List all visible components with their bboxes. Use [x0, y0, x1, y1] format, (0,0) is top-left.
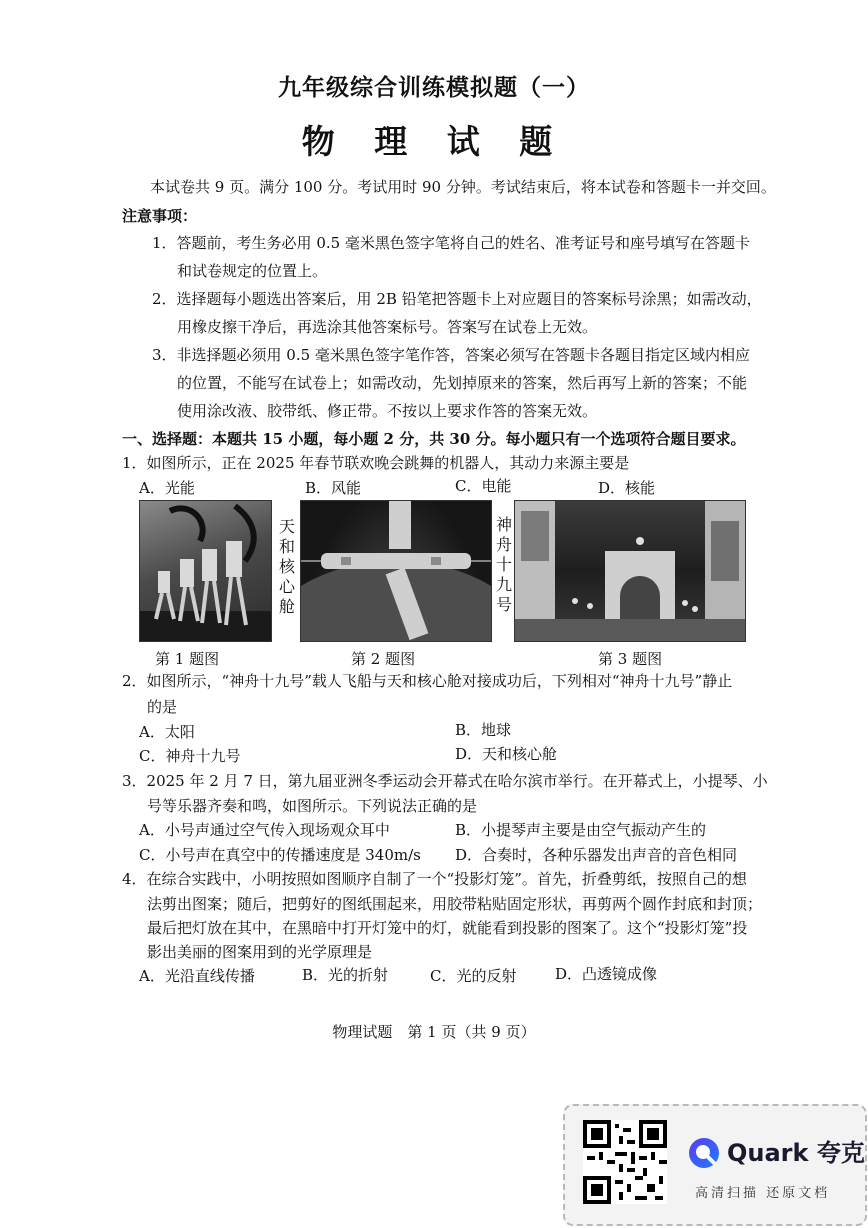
q2-stem-line1: 2．如图所示，“神舟十九号”载人飞船与天和核心舱对接成功后，下列相对“神舟十九号”静止	[122, 672, 733, 690]
figure-1-drawing	[140, 501, 271, 641]
q4-option-a: A．光沿直线传播	[139, 967, 255, 985]
q1-stem: 1．如图所示，正在 2025 年春节联欢晚会跳舞的机器人，其动力来源主要是	[122, 454, 630, 472]
notice-item-2-line2: 用橡皮擦干净后，再选涂其他答案标号。答案写在试卷上无效。	[177, 318, 598, 336]
q4-option-c: C．光的反射	[430, 967, 517, 985]
q4-stem-line2: 法剪出图案；随后，把剪好的图纸围起来，用胶带粘贴固定形状，再剪两个圆作封底和封顶；	[147, 895, 763, 913]
figure-3-opening-ceremony	[514, 500, 746, 642]
q4-option-b: B．光的折射	[302, 966, 389, 984]
subject-title: 物 理 试 题	[301, 122, 567, 161]
figure-2-label-shenzhou: 神舟十九号	[495, 515, 512, 614]
figure-3-drawing	[515, 501, 745, 641]
notice-heading: 注意事项：	[122, 207, 198, 225]
q2-option-c: C．神舟十九号	[139, 747, 241, 765]
q1-option-c: C．电能	[455, 477, 512, 495]
q2-option-d: D．天和核心舱	[455, 745, 558, 763]
notice-item-3-line2: 的位置，不能写在试卷上；如需改动，先划掉原来的答案，然后再写上新的答案；不能	[177, 374, 748, 392]
section1-heading: 一、选择题：本题共 15 小题，每小题 2 分，共 30 分。每小题只有一个选项符合题目要求。	[122, 430, 746, 448]
quark-logo-drawing	[687, 1136, 721, 1170]
q3-stem-line2: 号等乐器齐奏和鸣，如图所示。下列说法正确的是	[147, 797, 478, 815]
figure-3-caption: 第 3 题图	[598, 650, 663, 668]
q3-stem-line1: 3．2025 年 2 月 7 日，第九届亚洲冬季运动会开幕式在哈尔滨市举行。在开幕式上，小提琴、小	[122, 772, 768, 790]
q3-option-c: C．小号声在真空中的传播速度是 340m/s	[139, 846, 421, 864]
exam-title: 九年级综合训练模拟题（一）	[278, 74, 590, 101]
q4-stem-line4: 影出美丽的图案用到的光学原理是	[147, 943, 373, 961]
q4-stem-line1: 4．在综合实践中，小明按照如图顺序自制了一个“投影灯笼”。首先，折叠剪纸，按照自己的想	[122, 870, 747, 888]
notice-item-1-line2: 和试卷规定的位置上。	[177, 262, 328, 280]
q2-option-b: B．地球	[455, 721, 512, 739]
figure-2-caption: 第 2 题图	[351, 650, 416, 668]
q3-option-a: A．小号声通过空气传入现场观众耳中	[139, 821, 390, 839]
quark-scan-watermark[interactable]	[563, 1104, 867, 1226]
q3-option-d: D．合奏时，各种乐器发出声音的音色相同	[455, 846, 738, 864]
qr-code-drawing	[583, 1120, 667, 1204]
q2-option-a: A．太阳	[139, 723, 195, 741]
quark-slogan: 高清扫描 还原文档	[695, 1186, 831, 1201]
q1-option-a: A．光能	[139, 479, 195, 497]
q2-stem-line2: 的是	[147, 698, 178, 716]
intro-text: 本试卷共 9 页。满分 100 分。考试用时 90 分钟。考试结束后，将本试卷和答题卡一并交回。	[150, 178, 776, 196]
q3-option-b: B．小提琴声主要是由空气振动产生的	[455, 821, 707, 839]
notice-item-3-line1: 3．非选择题必须用 0.5 毫米黑色签字笔作答，答案必须写在答题卡各题目指定区域内相应	[152, 346, 750, 364]
figure-2-label-tianhe: 天和核心舱	[278, 517, 295, 616]
figure-2-drawing	[301, 501, 491, 641]
qr-code-icon[interactable]	[583, 1120, 667, 1204]
figure-1-dancing-robots	[139, 500, 272, 642]
notice-item-3-line3: 使用涂改液、胶带纸、修正带。不按以上要求作答的答案无效。	[177, 402, 598, 420]
q4-option-d: D．凸透镜成像	[555, 965, 658, 983]
quark-logo-icon	[687, 1136, 721, 1170]
page-footer: 物理试题 第 1 页（共 9 页）	[332, 1023, 536, 1041]
figure-2-space-station	[300, 500, 492, 642]
q1-option-d: D．核能	[598, 479, 656, 497]
quark-brand: Quark 夸克	[727, 1139, 865, 1167]
figure-1-caption: 第 1 题图	[155, 650, 220, 668]
notice-item-1-line1: 1．答题前，考生务必用 0.5 毫米黑色签字笔将自己的姓名、准考证号和座号填写在答题卡	[152, 234, 750, 252]
q4-stem-line3: 最后把灯放在其中，在黑暗中打开灯笼中的灯，就能看到投影的图案了。这个“投影灯笼”投	[147, 919, 748, 937]
q1-option-b: B．风能	[305, 479, 362, 497]
notice-item-2-line1: 2．选择题每小题选出答案后，用 2B 铅笔把答题卡上对应题目的答案标号涂黑；如需改动，	[152, 290, 762, 308]
